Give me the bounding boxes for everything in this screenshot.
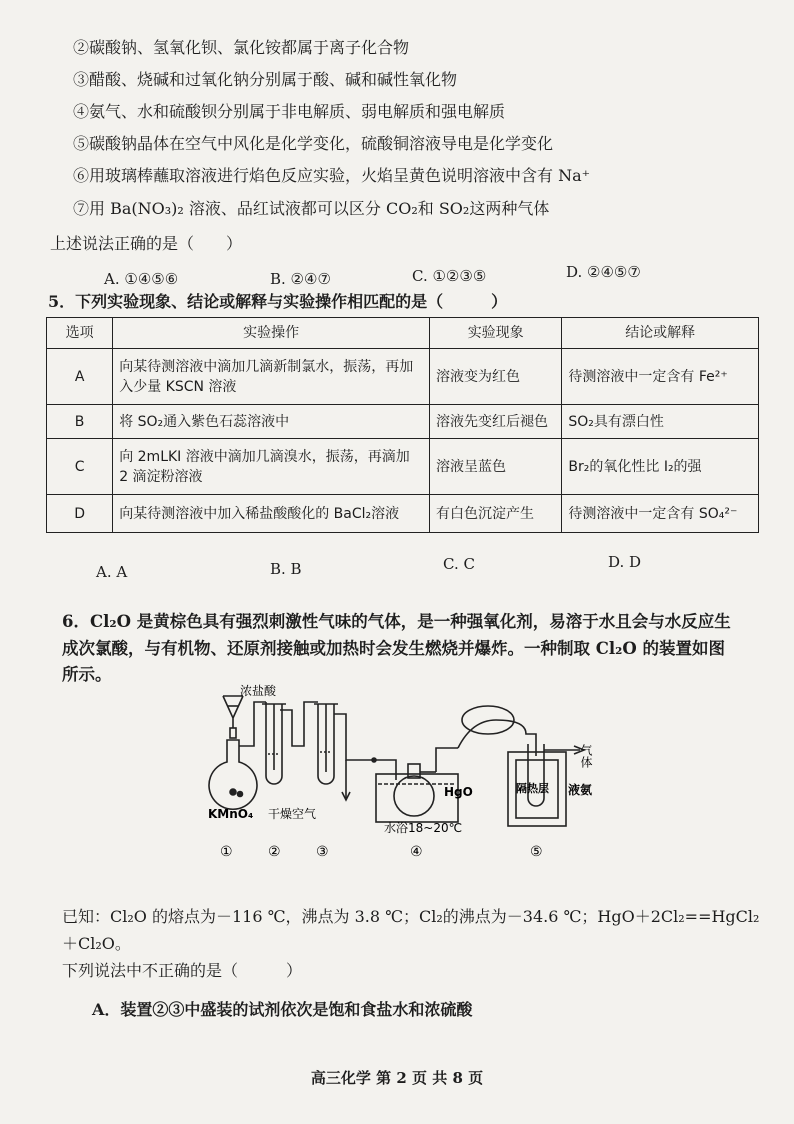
table-row xyxy=(47,495,759,533)
apparatus-diagram xyxy=(196,680,616,860)
q5-header-conclusion: 结论或解释 xyxy=(562,318,759,349)
q6-intro-line-1: 6．Cl₂O 是黄棕色具有强烈刺激性气味的气体，是一种强氧化剂，易溶于水且会与水反应生 xyxy=(62,612,731,631)
device-2-wash-bottle xyxy=(262,702,318,784)
q5-row-b-operation: 将 SO₂通入紫色石蕊溶液中 xyxy=(113,405,430,439)
device-1-flask xyxy=(209,696,266,809)
q5-row-c-conclusion: Br₂的氧化性比 I₂的强 xyxy=(562,439,759,495)
q5-row-d-operation: 向某待测溶液中加入稀盐酸酸化的 BaCl₂溶液 xyxy=(113,495,430,533)
q5-row-c-phenomenon: 溶液呈蓝色 xyxy=(429,439,561,495)
q4-choice-a: A. ①④⑤⑥ xyxy=(104,270,179,288)
q5-row-a-conclusion: 待测溶液中一定含有 Fe²⁺ xyxy=(562,349,759,405)
label-hcl: 浓盐酸 xyxy=(240,684,277,698)
label-water-bath: 水浴18~20℃ xyxy=(384,821,463,835)
q5-choice-a: A. A xyxy=(96,563,128,581)
table-row xyxy=(47,439,759,495)
table-row xyxy=(47,349,759,405)
label-kmno4: KMnO₄ xyxy=(208,807,254,821)
label-device-2: ② xyxy=(268,844,281,860)
q5-row-c-operation: 向 2mLKI 溶液中滴加几滴溴水，振荡，再滴加 2 滴淀粉溶液 xyxy=(113,439,430,495)
q5-row-c-option: C xyxy=(47,439,113,495)
q4-statement-3: ③醋酸、烧碱和过氧化钠分别属于酸、碱和碱性氧化物 xyxy=(73,70,458,89)
q4-choice-d: D. ②④⑤⑦ xyxy=(566,263,641,281)
q5-row-d-option: D xyxy=(47,495,113,533)
q5-choice-b: B. B xyxy=(270,560,302,578)
q6-intro-line-2: 成次氯酸，与有机物、还原剂接触或加热时会发生燃烧并爆炸。一种制取 Cl₂O 的装置如图 xyxy=(62,639,725,658)
q6-option-a: A．装置②③中盛装的试剂依次是饱和食盐水和浓硫酸 xyxy=(92,1000,473,1019)
table-row xyxy=(47,405,759,439)
q5-header-option: 选项 xyxy=(47,318,113,349)
q5-row-a-phenomenon: 溶液变为红色 xyxy=(429,349,561,405)
device-4-water-bath xyxy=(376,706,536,822)
label-dry-air: 干燥空气 xyxy=(268,807,317,821)
q6-intro-line-3: 所示。 xyxy=(62,665,112,684)
q4-stem: 上述说法正确的是（ ） xyxy=(50,234,243,253)
q5-row-a-operation: 向某待测溶液中滴加几滴新制氯水，振荡，再加入少量 KSCN 溶液 xyxy=(113,349,430,405)
q5-row-b-conclusion: SO₂具有漂白性 xyxy=(562,405,759,439)
label-device-3: ③ xyxy=(316,844,329,860)
q5-choice-c: C. C xyxy=(443,555,475,573)
q4-statement-2: ②碳酸钠、氢氧化钡、氯化铵都属于离子化合物 xyxy=(73,38,410,57)
q4-choice-c: C. ①②③⑤ xyxy=(412,267,487,285)
q5-row-b-phenomenon: 溶液先变红后褪色 xyxy=(429,405,561,439)
q5-header-operation: 实验操作 xyxy=(113,318,430,349)
q5-row-a-option: A xyxy=(47,349,113,405)
page-footer: 高三化学 第 2 页 共 8 页 xyxy=(310,1069,484,1087)
q4-statement-7: ⑦用 Ba(NO₃)₂ 溶液、品红试液都可以区分 CO₂和 SO₂这两种气体 xyxy=(73,199,550,218)
q5-row-d-conclusion: 待测溶液中一定含有 SO₄²⁻ xyxy=(562,495,759,533)
q6-known-line-1: 已知：Cl₂O 的熔点为－116 ℃，沸点为 3.8 ℃；Cl₂的沸点为－34.6 ℃；HgO＋2Cl₂==HgCl₂ xyxy=(62,907,760,926)
label-gas: 气体 xyxy=(579,744,593,768)
label-liquid-ammonia: 液氨 xyxy=(568,783,593,797)
q5-table xyxy=(46,317,759,533)
q5-stem: 5．下列实验现象、结论或解释与实验操作相匹配的是（ ） xyxy=(48,292,508,311)
q4-choice-b: B. ②④⑦ xyxy=(270,270,331,288)
q5-row-d-phenomenon: 有白色沉淀产生 xyxy=(429,495,561,533)
label-device-4: ④ xyxy=(410,844,423,860)
label-device-5: ⑤ xyxy=(530,844,543,860)
q5-header-row xyxy=(47,318,759,349)
device-3-wash-bottle xyxy=(314,704,366,784)
q5-header-phenomenon: 实验现象 xyxy=(429,318,561,349)
q6-known-line-2: ＋Cl₂O。 xyxy=(62,934,131,953)
q5-row-b-option: B xyxy=(47,405,113,439)
q6-stem: 下列说法中不正确的是（ ） xyxy=(62,961,303,980)
label-device-1: ① xyxy=(220,844,233,860)
label-hgo: HgO xyxy=(444,785,473,799)
q4-statement-5: ⑤碳酸钠晶体在空气中风化是化学变化，硫酸铜溶液导电是化学变化 xyxy=(73,134,554,153)
label-insulation: 隔热层 xyxy=(516,782,549,795)
q4-statement-4: ④氨气、水和硫酸钡分别属于非电解质、弱电解质和强电解质 xyxy=(73,102,506,121)
q4-statement-6: ⑥用玻璃棒蘸取溶液进行焰色反应实验，火焰呈黄色说明溶液中含有 Na⁺ xyxy=(73,166,591,185)
q5-choice-d: D. D xyxy=(608,553,642,571)
